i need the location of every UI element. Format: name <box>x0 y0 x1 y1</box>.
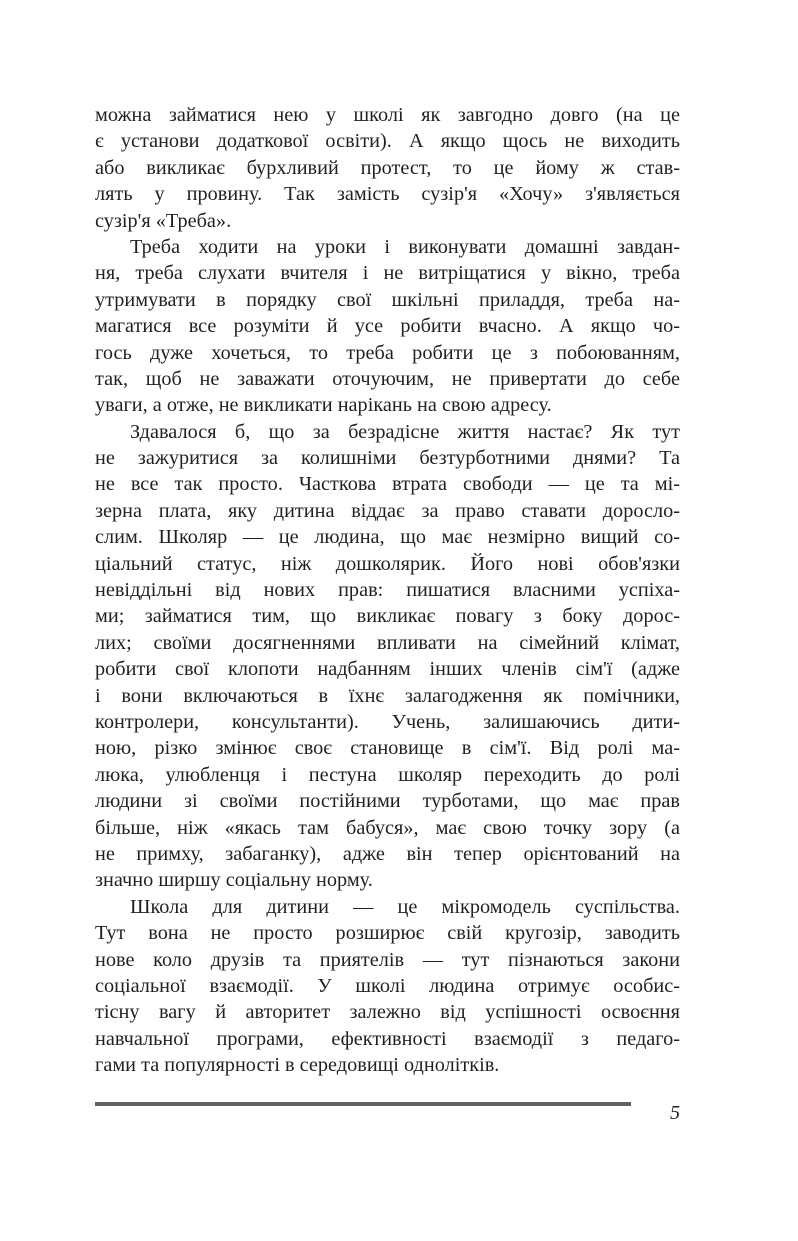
text-line: Школа для дитини — це мікромодель суспільства. <box>130 895 680 918</box>
text-line: гось дуже хочеться, то треба робити це з побоюванням, <box>95 341 680 364</box>
text-line: так, щоб не заважати оточуючим, не привертати до себе <box>95 367 680 390</box>
body-text <box>95 102 680 1078</box>
text-line: контролери, консультанти). Учень, залишаючись дити- <box>95 710 680 733</box>
text-line: навчальної програми, ефективності взаємодії з педаго- <box>95 1027 680 1050</box>
text-line: утримувати в порядку свої шкільні приладдя, треба на- <box>95 288 680 311</box>
text-line: нове коло друзів та приятелів — тут пізнаються закони <box>95 948 680 971</box>
text-line: Тут вона не просто розширює свій кругозір, заводить <box>95 922 680 945</box>
text-line: уваги, а отже, не викликати нарікань на свою адресу. <box>95 394 552 417</box>
paragraph-3 <box>95 419 680 894</box>
text-line: слим. Школяр — це людина, що має незмірно вищий со- <box>95 526 680 549</box>
text-line: і вони включаються в їхнє залагодження як помічники, <box>95 684 680 707</box>
text-line: лих; своїми досягненнями впливати на сімейний клімат, <box>95 631 680 654</box>
text-line: значно ширшу соціальну норму. <box>95 869 373 892</box>
text-line: Треба ходити на уроки і виконувати домашні завдан- <box>130 235 680 258</box>
text-line: гами та популярності в середовищі однолітків. <box>95 1054 500 1077</box>
text-line: ціальний статус, ніж дошколярик. Його нові обов'язки <box>95 552 680 575</box>
paragraph-1 <box>95 102 680 234</box>
text-line: робити свої клопоти надбанням інших членів сім'ї (адже <box>95 658 680 681</box>
text-line: не все так просто. Часткова втрата свободи — це та мі- <box>95 473 680 496</box>
text-line: Здавалося б, що за безрадісне життя настає? Як тут <box>130 420 680 443</box>
text-line: лять у провину. Так замість сузір'я «Хочу» з'являється <box>95 183 680 206</box>
text-line: зерна плата, яку дитина віддає за право ставати доросло- <box>95 499 680 522</box>
paragraph-4 <box>95 894 680 1079</box>
text-line: можна займатися нею у школі як завгодно довго (на це <box>95 104 680 126</box>
text-line: не примху, забаганку), адже він тепер орієнтований на <box>95 842 680 865</box>
text-line: ня, треба слухати вчителя і не витріщатися у вікно, треба <box>95 262 680 285</box>
page-number: 5 <box>670 1102 680 1124</box>
text-line: соціальної взаємодії. У школі людина отримує особис- <box>95 974 680 997</box>
text-line: є установи додаткової освіти). А якщо щось не виходить <box>95 130 680 153</box>
text-line: магатися все розуміти й усе робити вчасно. А якщо чо- <box>95 315 680 338</box>
text-line: невіддільні від нових прав: пишатися власними успіха- <box>95 579 680 602</box>
footer-rule <box>95 1102 631 1106</box>
text-line: людини зі своїми постійними турботами, що має прав <box>95 790 680 813</box>
text-line: ми; займатися тим, що викликає повагу з боку дорос- <box>95 605 680 628</box>
text-line: більше, ніж «якась там бабуся», має свою точку зору (а <box>95 816 680 839</box>
text-line: сузір'я «Треба». <box>95 209 232 232</box>
text-line: або викликає бурхливий протест, то це йому ж став- <box>95 156 680 179</box>
text-line: не зажуритися за колишніми безтурботними днями? Та <box>95 447 680 470</box>
text-line: ною, різко змінює своє становище в сім'ї. Від ролі ма- <box>95 737 680 760</box>
paragraph-2 <box>95 234 680 419</box>
text-line: люка, улюбленця і пестуна школяр переходить до ролі <box>95 763 680 786</box>
text-line: тісну вагу й авторитет залежно від успішності освоєння <box>95 1001 680 1024</box>
